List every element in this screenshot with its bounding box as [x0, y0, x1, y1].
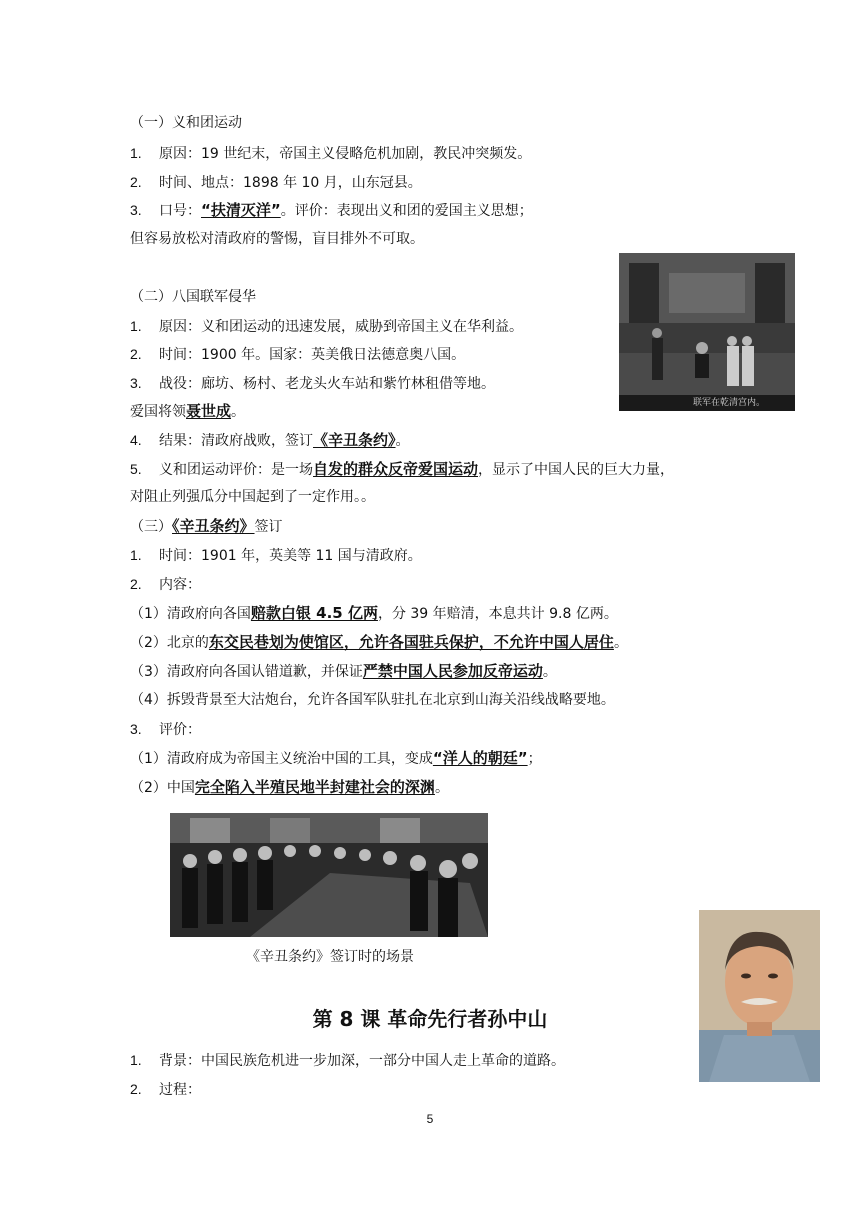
- s3-content-1: [130, 603, 618, 624]
- abyss-highlight: 完全陷入半殖民地半封建社会的深渊: [194, 778, 435, 796]
- s3-title-pre: （三）: [130, 519, 172, 535]
- section-2-title: （二）八国联军侵华: [130, 289, 256, 305]
- portrait-image: [699, 910, 820, 1082]
- s2-item-2: [130, 344, 465, 365]
- s3-e2-post: 。: [434, 780, 449, 796]
- s3-item-1-text: 时间：1901 年，英美等 11 国与清政府。: [159, 548, 422, 564]
- s3-content-3: [130, 661, 557, 682]
- general-name-highlight: 聂世成: [186, 402, 232, 420]
- s1-item-3-post: 。评价：表现出义和团的爱国主义思想；: [280, 203, 533, 219]
- s3-c2-pre: （2）北京的: [130, 635, 209, 651]
- s1-item-2: [130, 172, 422, 193]
- s2-item-5-pre: 义和团运动评价：是一场: [159, 462, 313, 478]
- s3-c1-post: ，分 39 年赔清，本息共计 9.8 亿两。: [377, 606, 618, 622]
- s2-item-3-number: 3.: [130, 375, 142, 391]
- photo-caption: 联军在乾清宫内。: [619, 395, 795, 411]
- s3-eval-1: [130, 748, 542, 769]
- lesson-8-heading: 第 8 课 革命先行者孙中山: [312, 1007, 548, 1031]
- s3-item-2-text: 内容：: [159, 577, 201, 593]
- s3-eval-2: [130, 777, 449, 798]
- s2-item-3: [130, 373, 495, 394]
- s1-item-2-number: 2.: [130, 174, 142, 190]
- s2-item-5-number: 5.: [130, 461, 142, 477]
- s2-item-1: [130, 316, 523, 337]
- s1-item-3-pre: 口号：: [159, 203, 201, 219]
- allied-army-photo: [619, 253, 795, 411]
- s2-item-3-text: 战役：廊坊、杨村、老龙头火车站和紫竹林租借等地。: [159, 376, 495, 392]
- s2-item-5: [130, 459, 674, 480]
- s3-item-3: [130, 719, 201, 740]
- l8-item-1: [130, 1050, 565, 1071]
- l8-item-1-number: 1.: [130, 1052, 142, 1068]
- s3-item-1: [130, 545, 422, 566]
- signing-scene-image: [170, 813, 488, 937]
- page-number: 5: [426, 1112, 434, 1126]
- s2-item-4: [130, 430, 410, 451]
- s2-item-1-text: 原因：义和团运动的迅速发展，威胁到帝国主义在华利益。: [159, 319, 523, 335]
- palace-scene-image: [619, 253, 795, 411]
- sun-yat-sen-portrait: [699, 910, 820, 1082]
- s3-e1-pre: （1）清政府成为帝国主义统治中国的工具，变成: [130, 751, 433, 767]
- court-highlight: “洋人的朝廷”: [432, 749, 528, 767]
- s3-title-post: 签订: [254, 519, 283, 535]
- ban-highlight: 严禁中国人民参加反帝运动: [362, 662, 543, 680]
- s2-item-5-continuation: 对阻止列强瓜分中国起到了一定作用。。: [130, 489, 375, 505]
- s2-general-pre: 爱国将领: [130, 404, 186, 420]
- s2-item-3-continuation: [130, 401, 245, 422]
- s3-c3-pre: （3）清政府向各国认错道歉，并保证: [130, 664, 363, 680]
- section-3-title: [130, 516, 283, 537]
- s3-item-3-text: 评价：: [159, 722, 201, 738]
- slogan-highlight: “扶清灭洋”: [201, 201, 281, 219]
- s1-item-3-continuation: 但容易放松对清政府的警惕，盲目排外不可取。: [130, 231, 424, 247]
- indemnity-highlight: 赔款白银 4.5 亿两: [250, 604, 378, 622]
- s2-item-4-number: 4.: [130, 432, 142, 448]
- s2-item-5-post: ，显示了中国人民的巨大力量，: [478, 462, 675, 478]
- s3-item-2: [130, 574, 201, 595]
- s3-title-treaty: 《辛丑条约》: [172, 517, 255, 535]
- s1-item-1-text: 原因：19 世纪末，帝国主义侵略危机加剧，教民冲突频发。: [159, 146, 532, 162]
- l8-item-1-text: 背景：中国民族危机进一步加深，一部分中国人走上革命的道路。: [159, 1053, 565, 1069]
- l8-item-2-text: 过程：: [159, 1082, 201, 1098]
- s1-item-2-text: 时间、地点：1898 年 10 月，山东冠县。: [159, 175, 422, 191]
- s2-item-2-number: 2.: [130, 346, 142, 362]
- s2-general-post: 。: [231, 404, 246, 420]
- l8-item-2: [130, 1079, 201, 1100]
- movement-highlight: 自发的群众反帝爱国运动: [313, 460, 479, 478]
- legation-highlight: 东交民巷划为使馆区，允许各国驻兵保护，不允许中国人居住: [208, 633, 614, 651]
- s2-item-4-pre: 结果：清政府战败，签订: [159, 433, 313, 449]
- s3-c2-post: 。: [613, 635, 628, 651]
- s1-item-3: [130, 200, 533, 221]
- s3-item-1-number: 1.: [130, 547, 142, 563]
- s2-item-1-number: 1.: [130, 318, 142, 334]
- s3-e2-pre: （2）中国: [130, 780, 195, 796]
- section-1-title: （一）义和团运动: [130, 115, 242, 131]
- s3-content-4: （4）拆毁背景至大沽炮台，允许各国军队驻扎在北京到山海关沿线战略要地。: [130, 692, 615, 708]
- treaty-signing-photo: [170, 813, 488, 937]
- l8-item-2-number: 2.: [130, 1081, 142, 1097]
- s1-item-3-number: 3.: [130, 202, 142, 218]
- s1-item-1: [130, 143, 531, 164]
- s2-item-2-text: 时间：1900 年。国家：英美俄日法德意奥八国。: [159, 347, 466, 363]
- s3-c1-pre: （1）清政府向各国: [130, 606, 251, 622]
- s1-item-1-number: 1.: [130, 145, 142, 161]
- s3-item-3-number: 3.: [130, 721, 142, 737]
- s3-e1-post: ；: [527, 751, 542, 767]
- s3-item-2-number: 2.: [130, 576, 142, 592]
- s2-item-4-post: 。: [395, 433, 410, 449]
- s3-c3-post: 。: [542, 664, 557, 680]
- treaty-photo-caption: 《辛丑条约》签订时的场景: [246, 949, 414, 965]
- s3-content-2: [130, 632, 628, 653]
- treaty-highlight: 《辛丑条约》: [313, 431, 396, 449]
